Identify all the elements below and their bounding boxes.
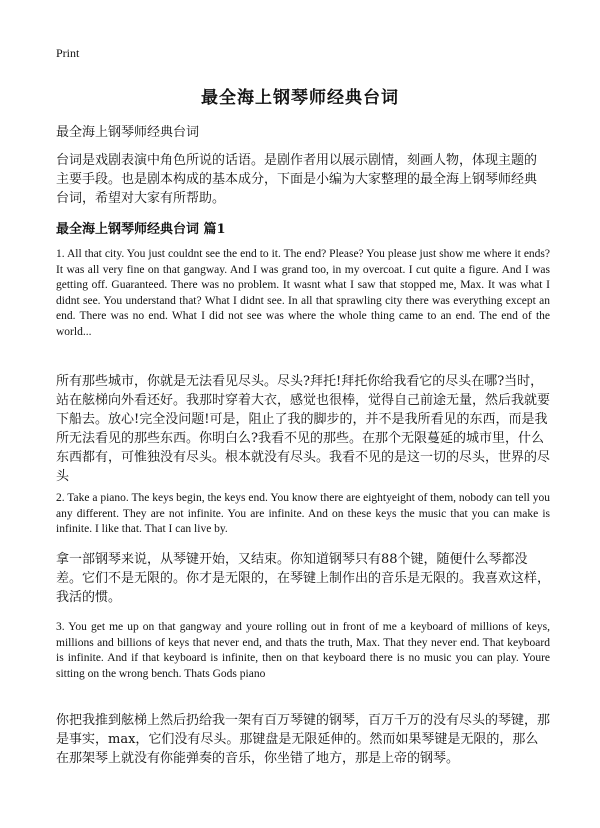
- section-heading: 最全海上钢琴师经典台词 篇1: [56, 222, 226, 237]
- print-label: Print: [56, 46, 80, 60]
- english-quote-2: 2. Take a piano. The keys begin, the keys end. You know there are eightyeight of them, nobody can tell you any different. They are not infinite. You are infinite. And on these keys the music that you can make is infinite. I like that. That I can live by.: [56, 492, 550, 535]
- chinese-translation-1: 所有那些城市，你就是无法看见尽头。尽头?拜托!拜托你给我看它的尽头在哪?当时，站在舷梯向外看还好。我那时穿着大衣，感觉也很棒，觉得自己前途无量，然后我就要下船去。放心!完全没问题!可是，阻止了我的脚步的，并不是我所看见的东西，而是我所无法看见的那些东西。你明白么?我看不见的那些。在那个无限蔓延的城市里，什么东西都有，可惟独没有尽头。根本就没有尽头。我看不见的是这一切的尽头，世界的尽头: [56, 374, 551, 484]
- english-quote-3: 3. You get me up on that gangway and youre rolling out in front of me a keyboard of millions of keys, millions and billions of keys that never end, and thats the truth, Max. That they never end. That keyboard is infinite. And if that keyboard is infinite, then on that keyboard there is no music you can play. Youre sitting on the wrong bench. Thats Gods piano: [56, 621, 550, 680]
- intro-paragraph: 台词是戏剧表演中角色所说的话语。是剧作者用以展示剧情，刻画人物，体现主题的主要手段。也是剧本构成的基本成分，下面是小编为大家整理的最全海上钢琴师经典台词，希望对大家有所帮助。: [56, 153, 538, 206]
- chinese-translation-2: 拿一部钢琴来说，从琴键开始，又结束。你知道钢琴只有88个键，随便什么琴都没差。它们不是无限的。你才是无限的，在琴键上制作出的音乐是无限的。我喜欢这样，我活的惯。: [56, 552, 551, 605]
- document-subtitle: 最全海上钢琴师经典台词: [56, 125, 200, 140]
- chinese-translation-3: 你把我推到舷梯上然后扔给我一架有百万琴键的钢琴，百万千万的没有尽头的琴键，那是事实，max，它们没有尽头。那键盘是无限延伸的。然而如果琴键是无限的，那么在那架琴上就没有你能弹奏的音乐，你坐错了地方，那是上帝的钢琴。: [56, 713, 551, 766]
- page-title: 最全海上钢琴师经典台词: [201, 88, 399, 108]
- english-quote-1: 1. All that city. You just couldnt see the end to it. The end? Please? You please just show me where it ends? It was all very fine on that gangway. And I was grand too, in my overcoat. I cut quite a figure. And I was getting off. Guaranteed. There was no problem. It wasnt what I saw that stopped me, Max. It was what I didnt see. You understand that? What I didnt see. In all that sprawling city there was everything except an end. There was no end. What I did not see was where the whole thing came to an end. The end of the world...: [56, 248, 550, 338]
